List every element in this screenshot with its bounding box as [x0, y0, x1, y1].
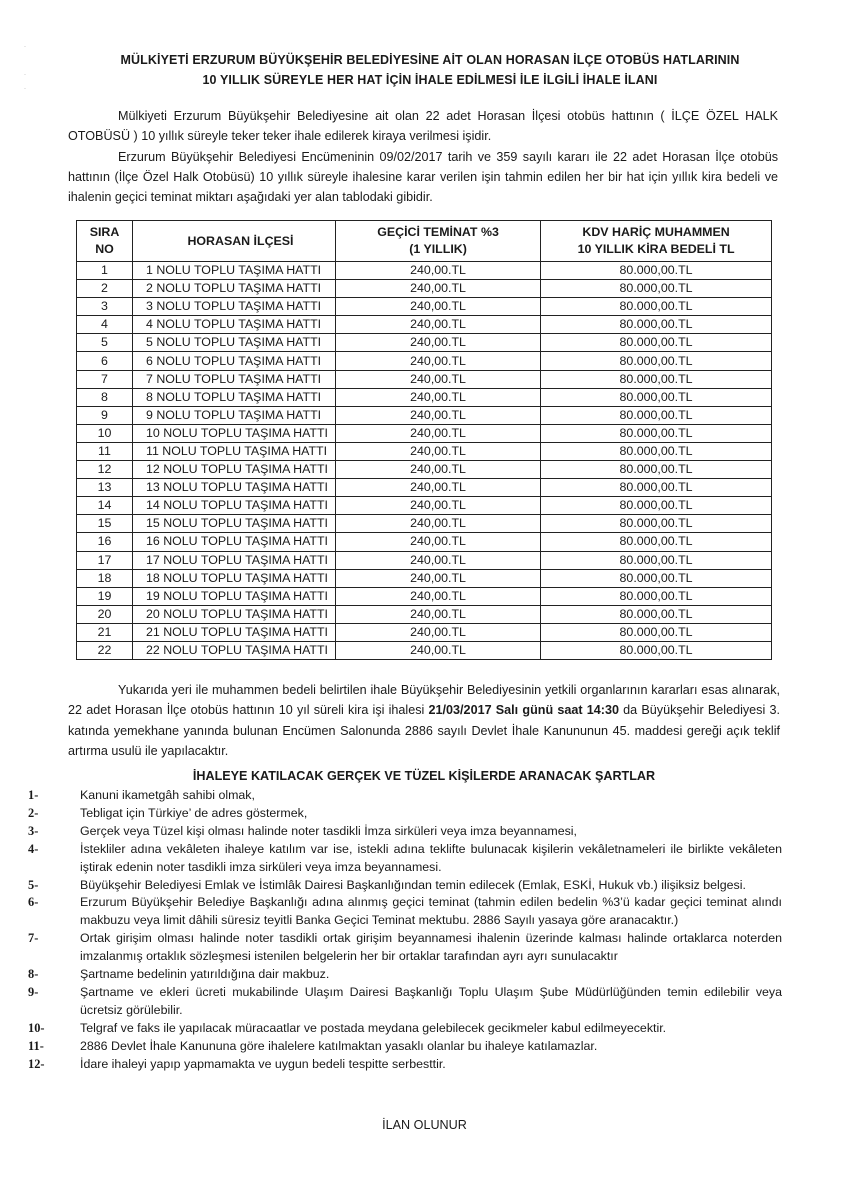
table-row: [77, 569, 772, 587]
row-hat: 17 NOLU TOPLU TAŞIMA HATTI: [132, 551, 335, 569]
intro-paragraph-2: Erzurum Büyükşehir Belediyesi Encümeninin 09/02/2017 tarih ve 359 sayılı kararı ile 22 adet Horasan İlçe otobüs hattının (İlçe Özel Halk Otobüsü) 10 yıllık süreyle ihalesine karar verilen işin tahmin edilen her bir hat için yıllık kira bedeli ve ihalenin geçici teminat miktarı aşağıdaki yer alan tablodaki gibidir.: [68, 149, 778, 205]
title-line-2: 10 YILLIK SÜREYLE HER HAT İÇİN İHALE EDİLMESİ İLE İLGİLİ İHALE İLANI: [202, 73, 658, 87]
table-row: [77, 461, 772, 479]
condition-item: [22, 1020, 782, 1038]
condition-text: Gerçek veya Tüzel kişi olması halinde noter tasdikli İmza sirküleri veya imza beyannamesi,: [80, 823, 577, 838]
header-teminat-line2: (1 YILLIK): [409, 242, 467, 256]
row-teminat: 240,00.TL: [335, 497, 540, 515]
condition-number: 9-: [28, 984, 39, 999]
row-teminat: 240,00.TL: [335, 406, 540, 424]
row-hat: 20 NOLU TOPLU TAŞIMA HATTI: [132, 605, 335, 623]
table-row: [77, 533, 772, 551]
row-hat: 18 NOLU TOPLU TAŞIMA HATTI: [132, 569, 335, 587]
row-bedel: 80.000,00.TL: [541, 479, 772, 497]
table-row: [77, 262, 772, 280]
row-hat: 10 NOLU TOPLU TAŞIMA HATTI: [132, 424, 335, 442]
condition-item: [22, 877, 782, 895]
table-row: [77, 298, 772, 316]
condition-text: İstekliler adına vekâleten ihaleye katılım var ise, istekli adına teklifte bulunacak kişilerin vekâletnameleri ile birlikte vekâleten iştirak edenin noter tasdikli imza sirküleri veya imza beyannamesi.: [80, 841, 782, 874]
table-row: [77, 497, 772, 515]
row-bedel: 80.000,00.TL: [541, 262, 772, 280]
table-row: [77, 352, 772, 370]
condition-text: Şartname ve ekleri ücreti mukabilinde Ulaşım Dairesi Başkanlığı Toplu Ulaşım Şube Müdürlüğünden temin edilebilir veya ücretsiz görülebilir.: [80, 984, 782, 1017]
condition-text: Erzurum Büyükşehir Belediye Başkanlığı adına alınmış geçici teminat (tahmin edilen bedelin %3’ü kadar geçici teminat alındı makbuzu veya limit dâhili süresiz teyitli Banka Geçici Teminat mektubu. 2886 Sayılı yasaya göre aranacaktır.): [80, 895, 782, 928]
row-hat: 9 NOLU TOPLU TAŞIMA HATTI: [132, 406, 335, 424]
row-hat: 15 NOLU TOPLU TAŞIMA HATTI: [132, 515, 335, 533]
table-row: [77, 388, 772, 406]
row-teminat: 240,00.TL: [335, 623, 540, 641]
condition-number: 5-: [28, 877, 39, 892]
row-sira-no: 8: [77, 388, 133, 406]
condition-number: 1-: [28, 788, 39, 802]
row-teminat: 240,00.TL: [335, 352, 540, 370]
row-bedel: 80.000,00.TL: [541, 497, 772, 515]
header-row: [77, 221, 772, 262]
row-hat: 8 NOLU TOPLU TAŞIMA HATTI: [132, 388, 335, 406]
row-teminat: 240,00.TL: [335, 370, 540, 388]
row-teminat: 240,00.TL: [335, 298, 540, 316]
condition-text: İdare ihaleyi yapıp yapmamakta ve uygun bedeli tespitte serbesttir.: [80, 1056, 446, 1071]
header-sira-line1: SIRA: [89, 225, 120, 239]
row-teminat: 240,00.TL: [335, 533, 540, 551]
row-teminat: 240,00.TL: [335, 262, 540, 280]
row-sira-no: 21: [77, 623, 133, 641]
row-teminat: 240,00.TL: [335, 388, 540, 406]
row-teminat: 240,00.TL: [335, 641, 540, 659]
condition-text: Kanuni ikametgâh sahibi olmak,: [80, 788, 255, 802]
condition-number: 11-: [28, 1038, 44, 1053]
row-sira-no: 1: [77, 262, 133, 280]
condition-item: [22, 805, 782, 823]
tender-table-body: [77, 262, 772, 660]
row-bedel: 80.000,00.TL: [541, 298, 772, 316]
header-hat: HORASAN İLÇESİ: [132, 221, 335, 262]
header-teminat: [335, 221, 540, 262]
row-teminat: 240,00.TL: [335, 605, 540, 623]
table-row: [77, 623, 772, 641]
header-bedel-line1: KDV HARİÇ MUHAMMEN: [582, 225, 730, 239]
row-sira-no: 18: [77, 569, 133, 587]
row-teminat: 240,00.TL: [335, 280, 540, 298]
row-bedel: 80.000,00.TL: [541, 370, 772, 388]
condition-item: [22, 823, 782, 841]
row-hat: 14 NOLU TOPLU TAŞIMA HATTI: [132, 497, 335, 515]
row-teminat: 240,00.TL: [335, 442, 540, 460]
condition-item: [22, 841, 782, 877]
row-sira-no: 11: [77, 442, 133, 460]
title-line-1: MÜLKİYETİ ERZURUM BÜYÜKŞEHİR BELEDİYESİNE AİT OLAN HORASAN İLÇE OTOBÜS HATLARININ: [120, 53, 740, 67]
row-hat: 4 NOLU TOPLU TAŞIMA HATTI: [132, 316, 335, 334]
condition-text: Büyükşehir Belediyesi Emlak ve İstimlâk Dairesi Başkanlığından temin edilecek (Emlak, ESKİ, Hukuk vb.) ilişiksiz belgesi.: [80, 877, 746, 892]
header-sira-no: [77, 221, 133, 262]
row-sira-no: 6: [77, 352, 133, 370]
row-hat: 1 NOLU TOPLU TAŞIMA HATTI: [132, 262, 335, 280]
table-row: [77, 334, 772, 352]
scan-specks: · · ·: [24, 44, 26, 92]
condition-number: 7-: [28, 931, 39, 946]
row-teminat: 240,00.TL: [335, 479, 540, 497]
table-row: [77, 370, 772, 388]
row-hat: 21 NOLU TOPLU TAŞIMA HATTI: [132, 623, 335, 641]
row-teminat: 240,00.TL: [335, 569, 540, 587]
row-bedel: 80.000,00.TL: [541, 352, 772, 370]
row-sira-no: 19: [77, 587, 133, 605]
condition-number: 6-: [28, 895, 39, 910]
row-hat: 2 NOLU TOPLU TAŞIMA HATTI: [132, 280, 335, 298]
row-hat: 3 NOLU TOPLU TAŞIMA HATTI: [132, 298, 335, 316]
header-bedel: [541, 221, 772, 262]
condition-text: 2886 Devlet İhale Kanununa göre ihalelere katılmaktan yasaklı olanlar bu ihaleye katılamazlar.: [80, 1038, 598, 1053]
row-sira-no: 15: [77, 515, 133, 533]
condition-item: [22, 787, 782, 805]
condition-number: 2-: [28, 805, 39, 820]
condition-number: 3-: [28, 823, 39, 838]
row-sira-no: 14: [77, 497, 133, 515]
row-teminat: 240,00.TL: [335, 334, 540, 352]
row-sira-no: 13: [77, 479, 133, 497]
row-bedel: 80.000,00.TL: [541, 461, 772, 479]
table-row: [77, 551, 772, 569]
row-hat: 5 NOLU TOPLU TAŞIMA HATTI: [132, 334, 335, 352]
row-bedel: 80.000,00.TL: [541, 551, 772, 569]
row-sira-no: 4: [77, 316, 133, 334]
row-sira-no: 10: [77, 424, 133, 442]
row-hat: 11 NOLU TOPLU TAŞIMA HATTI: [132, 442, 335, 460]
row-bedel: 80.000,00.TL: [541, 388, 772, 406]
table-row: [77, 515, 772, 533]
after-table-text-1: Yukarıda yeri ile muhammen bedeli belirtilen ihale Büyükşehir Belediyesinin yetkili organlarının kararları esas alınarak, 22 adet Horasan İlçe otobüs hattının 10 yıl süreli kira işi ihalesi: [68, 683, 780, 718]
footer-text: İLAN OLUNUR: [382, 1118, 467, 1132]
table-row: [77, 280, 772, 298]
row-teminat: 240,00.TL: [335, 424, 540, 442]
condition-text: Ortak girişim olması halinde noter tasdikli ortak girişim beyannamesi ihalenin üzerinde kalması halinde ortaklarca noterden imzalanmış ortaklık sözleşmesi istenilen belgelerin her bir ortaklar tarafından ayrı ayrı sunulacaktır: [80, 931, 782, 964]
condition-item: [22, 966, 782, 984]
condition-number: 12-: [28, 1056, 45, 1071]
condition-text: Telgraf ve faks ile yapılacak müracaatlar ve postada meydana gelebilecek gecikmeler kabul edilmeyecektir.: [80, 1020, 667, 1035]
condition-number: 10-: [28, 1020, 45, 1035]
table-row: [77, 587, 772, 605]
row-teminat: 240,00.TL: [335, 551, 540, 569]
header-sira-line2: NO: [95, 242, 114, 256]
row-teminat: 240,00.TL: [335, 461, 540, 479]
row-hat: 16 NOLU TOPLU TAŞIMA HATTI: [132, 533, 335, 551]
row-sira-no: 2: [77, 280, 133, 298]
table-row: [77, 605, 772, 623]
table-row: [77, 424, 772, 442]
condition-number: 8-: [28, 967, 39, 982]
table-row: [77, 479, 772, 497]
table-row: [77, 406, 772, 424]
row-sira-no: 16: [77, 533, 133, 551]
row-bedel: 80.000,00.TL: [541, 406, 772, 424]
condition-text: Şartname bedelinin yatırıldığına dair makbuz.: [80, 967, 330, 982]
row-bedel: 80.000,00.TL: [541, 533, 772, 551]
condition-item: [22, 930, 782, 966]
row-sira-no: 22: [77, 641, 133, 659]
row-bedel: 80.000,00.TL: [541, 605, 772, 623]
row-sira-no: 17: [77, 551, 133, 569]
row-bedel: 80.000,00.TL: [541, 641, 772, 659]
condition-item: [22, 1038, 782, 1056]
row-bedel: 80.000,00.TL: [541, 569, 772, 587]
row-bedel: 80.000,00.TL: [541, 623, 772, 641]
after-table-paragraph: [68, 680, 780, 761]
table-row: [77, 641, 772, 659]
row-hat: 19 NOLU TOPLU TAŞIMA HATTI: [132, 587, 335, 605]
row-teminat: 240,00.TL: [335, 587, 540, 605]
condition-item: [22, 894, 782, 930]
table-row: [77, 316, 772, 334]
tender-date: 21/03/2017 Salı günü saat 14:30: [428, 703, 619, 718]
row-sira-no: 5: [77, 334, 133, 352]
condition-item: [22, 984, 782, 1020]
condition-text: Tebligat için Türkiye’ de adres göstermek,: [80, 805, 308, 820]
row-bedel: 80.000,00.TL: [541, 442, 772, 460]
conditions-title: İHALEYE KATILACAK GERÇEK VE TÜZEL KİŞİLERDE ARANACAK ŞARTLAR: [192, 769, 656, 783]
document-title: [70, 50, 790, 90]
conditions-list: [22, 787, 782, 1074]
row-sira-no: 12: [77, 461, 133, 479]
row-bedel: 80.000,00.TL: [541, 334, 772, 352]
after-table-text-2: da Büyükşehir Belediyesi 3. katında yemekhane yanında bulunan Encümen Salonunda 2886 sayılı Devlet İhale Kanununun 45. maddesi gereği açık teklif artırma usulü ile yapılacaktır.: [68, 703, 780, 758]
row-sira-no: 9: [77, 406, 133, 424]
row-bedel: 80.000,00.TL: [541, 587, 772, 605]
tender-table: [76, 220, 772, 660]
row-teminat: 240,00.TL: [335, 515, 540, 533]
row-sira-no: 3: [77, 298, 133, 316]
row-hat: 22 NOLU TOPLU TAŞIMA HATTI: [132, 641, 335, 659]
table-row: [77, 442, 772, 460]
after-table-section: [68, 680, 780, 761]
row-bedel: 80.000,00.TL: [541, 424, 772, 442]
row-bedel: 80.000,00.TL: [541, 316, 772, 334]
header-bedel-line2: 10 YILLIK KİRA BEDELİ TL: [577, 242, 735, 256]
row-bedel: 80.000,00.TL: [541, 515, 772, 533]
row-bedel: 80.000,00.TL: [541, 280, 772, 298]
intro-paragraph-1: Mülkiyeti Erzurum Büyükşehir Belediyesine ait olan 22 adet Horasan İlçesi otobüs hattının ( İLÇE ÖZEL HALK OTOBÜSÜ ) 10 yıllık süreyle teker teker ihale edilerek kiraya verilmesi işidir.: [68, 109, 778, 144]
row-hat: 12 NOLU TOPLU TAŞIMA HATTI: [132, 461, 335, 479]
condition-item: [22, 1056, 782, 1074]
row-hat: 7 NOLU TOPLU TAŞIMA HATTI: [132, 370, 335, 388]
row-hat: 6 NOLU TOPLU TAŞIMA HATTI: [132, 352, 335, 370]
row-sira-no: 7: [77, 370, 133, 388]
row-teminat: 240,00.TL: [335, 316, 540, 334]
header-teminat-line1: GEÇİCİ TEMİNAT %3: [377, 225, 499, 239]
condition-number: 4-: [28, 841, 39, 856]
row-hat: 13 NOLU TOPLU TAŞIMA HATTI: [132, 479, 335, 497]
row-sira-no: 20: [77, 605, 133, 623]
tender-table-header: [77, 221, 772, 262]
intro-section: [68, 106, 778, 207]
